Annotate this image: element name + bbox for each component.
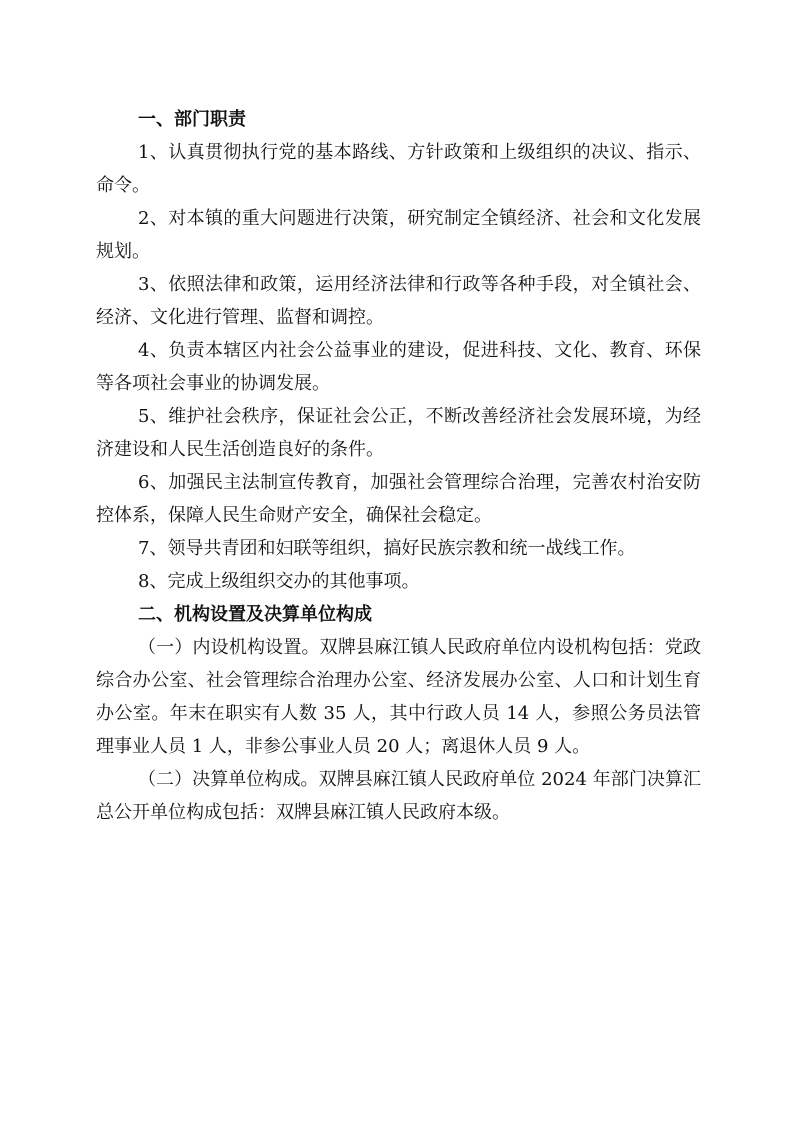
duty-item-8: 8、完成上级组织交办的其他事项。 [138, 571, 420, 592]
section-heading-organization: 二、机构设置及决算单位构成 [138, 604, 372, 625]
document-page [96, 103, 701, 829]
duty-item-2: 2、对本镇的重大问题进行决策，研究制定全镇经济、社会和文化发展规划。 [96, 208, 701, 262]
section-heading-duties: 一、部门职责 [138, 109, 246, 130]
duty-item-1: 1、认真贯彻执行党的基本路线、方针政策和上级组织的决议、指示、命令。 [96, 142, 701, 196]
org-internal-structure: （一）内设机构设置。双牌县麻江镇人民政府单位内设机构包括：党政综合办公室、社会管理综合治理办公室、经济发展办公室、人口和计划生育办公室。年末在职实有人数 35 人，其中行政人员 14 人，参照公务员法管理事业人员 1 人，非参公事业人员 20 人；离退休人员 9 人。 [96, 637, 701, 757]
org-accounting-units: （二）决算单位构成。双牌县麻江镇人民政府单位 2024 年部门决算汇总公开单位构成包括：双牌县麻江镇人民政府本级。 [96, 769, 701, 823]
duty-item-7: 7、领导共青团和妇联等组织，搞好民族宗教和统一战线工作。 [138, 538, 636, 559]
duty-item-3: 3、依照法律和政策，运用经济法律和行政等各种手段，对全镇社会、经济、文化进行管理、监督和调控。 [96, 274, 701, 328]
duty-item-4: 4、负责本辖区内社会公益事业的建设，促进科技、文化、教育、环保等各项社会事业的协调发展。 [96, 340, 701, 394]
duty-item-6: 6、加强民主法制宣传教育，加强社会管理综合治理，完善农村治安防控体系，保障人民生命财产安全，确保社会稳定。 [96, 472, 701, 526]
duty-item-5: 5、维护社会秩序，保证社会公正，不断改善经济社会发展环境，为经济建设和人民生活创造良好的条件。 [96, 406, 701, 460]
